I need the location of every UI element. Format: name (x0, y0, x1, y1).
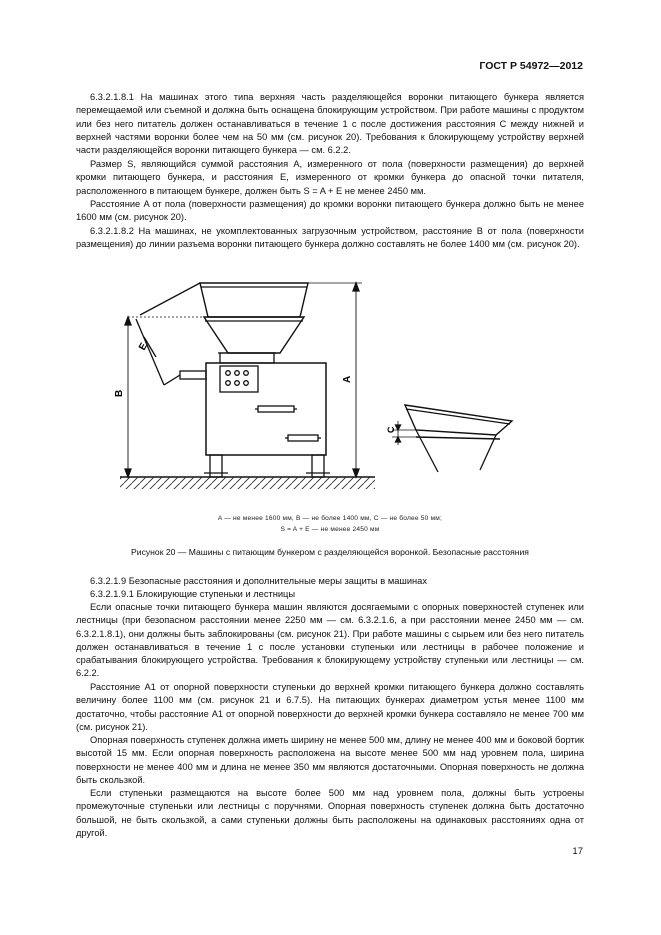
label-b: B (114, 389, 125, 397)
label-e: E (137, 341, 150, 353)
paragraph-blocking-steps: Если опасные точки питающего бункера машин являются досягаемыми с опорных поверхностей ступенек или лестницы (при безопасном расстоянии менее 2250 мм — см. 6.3.2.1.6, а при расстоянии менее 2450 мм — см. 6.3.2.1.8.1), они должны быть заблокированы (см. рисунок 21). При работе машины с сырьем или без него питатель должен останавливаться в течение 1 с после установки ступеньки или лестницы в рабочее положение и срабатывания блокирующего устройства. Требования к блокирующему устройству ступеньки или лестницы — см. 6.2.2. (76, 602, 584, 679)
paragraph-6-3-2-1-8-1: 6.3.2.1.8.1 На машинах этого типа верхняя часть разделяющейся воронки питающего бункера является перемещаемой или съемной и должна быть оснащена блокирующим устройством. При работе машины с продуктом или без него питатель должен останавливаться в течение 1 с после достижения расстояния C между нижней и верхней частями воронки более чем на 50 мм (см. рисунок 20). Требования к блокирующему устройству верхней части разделяющейся воронки питающего бункера — см. 6.2.2. (76, 92, 584, 156)
standard-header: ГОСТ Р 54972—2012 (479, 60, 583, 72)
figure-20-drawing (100, 275, 570, 505)
paragraph-distance-a1: Расстояние A1 от опорной поверхности ступеньки до верхней кромки питающего бункера должно составлять величину более 1100 мм (см. рисунок 21 и 6.7.5). На питающих бункерах диаметром устья менее 1100 мм достаточно, чтобы расстояние A1 от опорной поверхности до верхней кромки бункера составляло не менее 700 мм (см. рисунок 21). (76, 682, 584, 732)
paragraph-6-3-2-1-8-2: 6.3.2.1.8.2 На машинах, не укомплектованных загрузочным устройством, расстояние B от пола (поверхности размещения) до линии разъема воронки питающего бункера должно составлять не более 1400 мм (см. рисунок 20). (76, 226, 584, 250)
paragraph-distance-a: Расстояние A от пола (поверхности размещения) до кромки воронки питающего бункера должно быть не менее 1600 мм (см. рисунок 20). (76, 199, 584, 223)
paragraph-size-s: Размер S, являющийся суммой расстояния A, измеренного от пола (поверхности размещения) до верхней кромки питающего бункера, и расстояния E, измеренного от кромки бункера до опасной точки питателя, расположенного в питающем бункере, должен быть S = A + E не менее 2450 мм. (76, 159, 584, 196)
paragraph-6-3-2-1-9-1: 6.3.2.1.9.1 Блокирующие ступеньки и лестницы (90, 589, 296, 599)
label-a: A (342, 375, 353, 383)
figure-legend-line-1: A — не менее 1600 мм, B — не более 1400 мм, C — не более 50 мм; (217, 515, 443, 522)
paragraph-step-surface: Опорная поверхность ступенек должна иметь ширину не менее 500 мм, длину не менее 400 мм и боковой бортик высотой 15 мм. Если опорная поверхность расположена на высоте менее 500 мм над уровнем пола, ширина поверхности не менее 400 мм и длина не менее 350 мм являются достаточными. Опорная поверхность не должна быть скользкой. (76, 735, 584, 785)
paragraph-6-3-2-1-9: 6.3.2.1.9 Безопасные расстояния и дополнительные меры защиты в машинах (90, 576, 427, 586)
figure-legend-line-2: S = A + E — не менее 2450 мм (280, 526, 380, 533)
page-number: 17 (572, 846, 583, 857)
paragraph-intermediate-steps: Если ступеньки размещаются на высоте более 500 мм над уровнем пола, должны быть устроены промежуточные ступеньки или лестницы с поручнями. Опорная поверхность ступенек должна быть достаточно большой, не быть скользкой, а сами ступеньки должны быть расположены на одинаковых расстояниях одна от другой. (76, 788, 584, 838)
label-c: C (386, 426, 396, 433)
figure-20-caption: Рисунок 20 — Машины с питающим бункером с разделяющейся воронкой. Безопасные расстояния (131, 547, 529, 557)
